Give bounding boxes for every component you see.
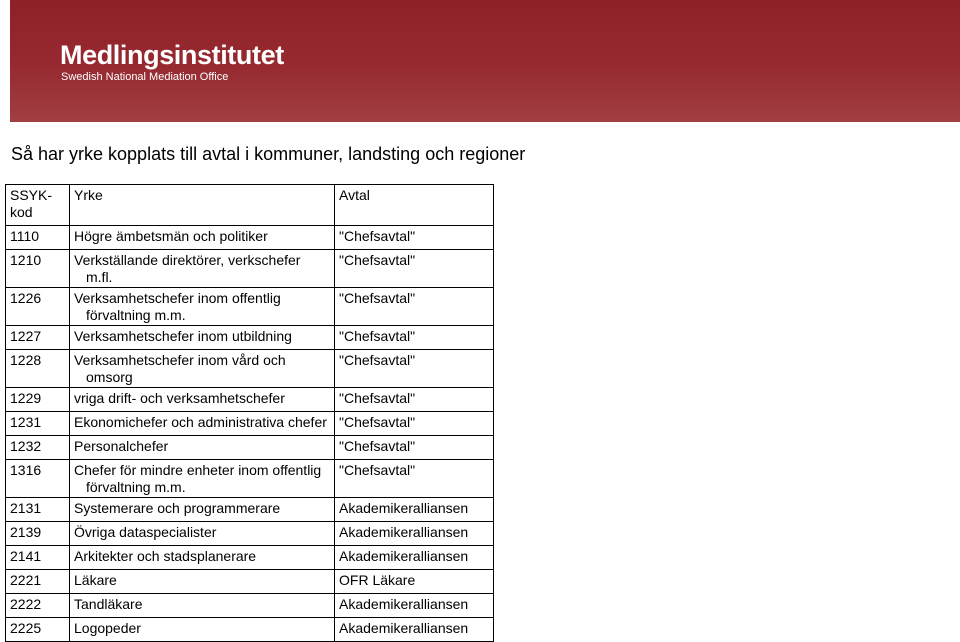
cell-occupation-text: Verksamhetschefer inom utbildning: [74, 328, 292, 344]
table-row: [6, 250, 494, 288]
cell-occupation-text: Logopeder: [74, 620, 141, 636]
cell-occupation: [70, 546, 335, 570]
cell-agreement: OFR Läkare: [335, 570, 494, 594]
cell-code: 1229: [6, 388, 70, 412]
column-header-code-line2: kod: [10, 204, 33, 220]
table-row: [6, 388, 494, 412]
cell-agreement: "Chefsavtal": [335, 288, 494, 326]
cell-occupation: [70, 388, 335, 412]
cell-code: 1210: [6, 250, 70, 288]
cell-code: 1231: [6, 412, 70, 436]
cell-code: 2222: [6, 594, 70, 618]
cell-occupation-text: Systemerare och programmerare: [74, 500, 281, 516]
table-row: [6, 618, 494, 642]
table-row: [6, 546, 494, 570]
table-row: [6, 570, 494, 594]
cell-occupation: [70, 412, 335, 436]
table-row: [6, 412, 494, 436]
cell-agreement: "Chefsavtal": [335, 226, 494, 250]
table-row: [6, 288, 494, 326]
cell-code: 1228: [6, 350, 70, 388]
cell-code: 1226: [6, 288, 70, 326]
cell-occupation-text: Läkare: [74, 572, 117, 588]
cell-occupation: [70, 288, 335, 326]
cell-occupation-text: Verkställande direktörer, verkschefer: [74, 252, 301, 268]
cell-agreement: Akademikeralliansen: [335, 522, 494, 546]
logo-title: Medlingsinstitutet: [60, 40, 284, 70]
cell-occupation-text: Personalchefer: [74, 438, 169, 454]
cell-code: 1227: [6, 326, 70, 350]
logo-subtitle: Swedish National Mediation Office: [61, 71, 229, 83]
table-row: [6, 226, 494, 250]
cell-agreement: "Chefsavtal": [335, 388, 494, 412]
table-row: [6, 326, 494, 350]
cell-agreement: "Chefsavtal": [335, 326, 494, 350]
cell-agreement: Akademikeralliansen: [335, 618, 494, 642]
cell-agreement: Akademikeralliansen: [335, 594, 494, 618]
cell-agreement: "Chefsavtal": [335, 350, 494, 388]
cell-occupation: [70, 326, 335, 350]
cell-occupation-continuation: omsorg: [86, 369, 133, 385]
table-row: [6, 460, 494, 498]
cell-occupation-text: Chefer för mindre enheter inom offentlig: [74, 462, 322, 478]
cell-occupation: [70, 460, 335, 498]
cell-occupation: [70, 226, 335, 250]
cell-occupation-text: Arkitekter och stadsplanerare: [74, 548, 257, 564]
cell-code: 1110: [6, 226, 70, 250]
cell-code: 1232: [6, 436, 70, 460]
cell-occupation-text: vriga drift- och verksamhetschefer: [74, 390, 285, 406]
cell-occupation: [70, 498, 335, 522]
cell-occupation: [70, 618, 335, 642]
cell-occupation-continuation: förvaltning m.m.: [86, 479, 186, 495]
page-title: Så har yrke kopplats till avtal i kommuner, landsting och regioner: [11, 144, 526, 164]
cell-occupation-text: Högre ämbetsmän och politiker: [74, 228, 268, 244]
cell-code: 2139: [6, 522, 70, 546]
cell-agreement: Akademikeralliansen: [335, 498, 494, 522]
cell-occupation-text: Verksamhetschefer inom offentlig: [74, 290, 281, 306]
table-row: [6, 498, 494, 522]
cell-occupation: [70, 522, 335, 546]
cell-occupation: [70, 570, 335, 594]
column-header-agreement: Avtal: [335, 185, 494, 226]
table-row: [6, 436, 494, 460]
cell-occupation: [70, 350, 335, 388]
cell-occupation-continuation: förvaltning m.m.: [86, 307, 186, 323]
cell-occupation-text: Verksamhetschefer inom vård och: [74, 352, 286, 368]
cell-code: 2141: [6, 546, 70, 570]
cell-agreement: Akademikeralliansen: [335, 546, 494, 570]
cell-occupation-text: Tandläkare: [74, 596, 143, 612]
cell-code: 2225: [6, 618, 70, 642]
cell-agreement: "Chefsavtal": [335, 436, 494, 460]
header-banner: [10, 0, 960, 122]
cell-occupation-continuation: m.fl.: [86, 269, 113, 285]
cell-code: 1316: [6, 460, 70, 498]
column-header-code: [6, 185, 70, 226]
table-row: [6, 522, 494, 546]
table-row: [6, 350, 494, 388]
cell-occupation-text: Övriga dataspecialister: [74, 524, 217, 540]
occupation-agreement-table: [5, 184, 494, 642]
column-header-code-line1: SSYK-: [10, 187, 53, 203]
cell-code: 2221: [6, 570, 70, 594]
cell-occupation: [70, 436, 335, 460]
cell-occupation-text: Ekonomichefer och administrativa chefer: [74, 414, 327, 430]
column-header-occupation: Yrke: [70, 185, 335, 226]
cell-agreement: "Chefsavtal": [335, 460, 494, 498]
cell-agreement: "Chefsavtal": [335, 412, 494, 436]
cell-code: 2131: [6, 498, 70, 522]
cell-agreement: "Chefsavtal": [335, 250, 494, 288]
cell-occupation: [70, 250, 335, 288]
table-header-row: [6, 185, 494, 226]
